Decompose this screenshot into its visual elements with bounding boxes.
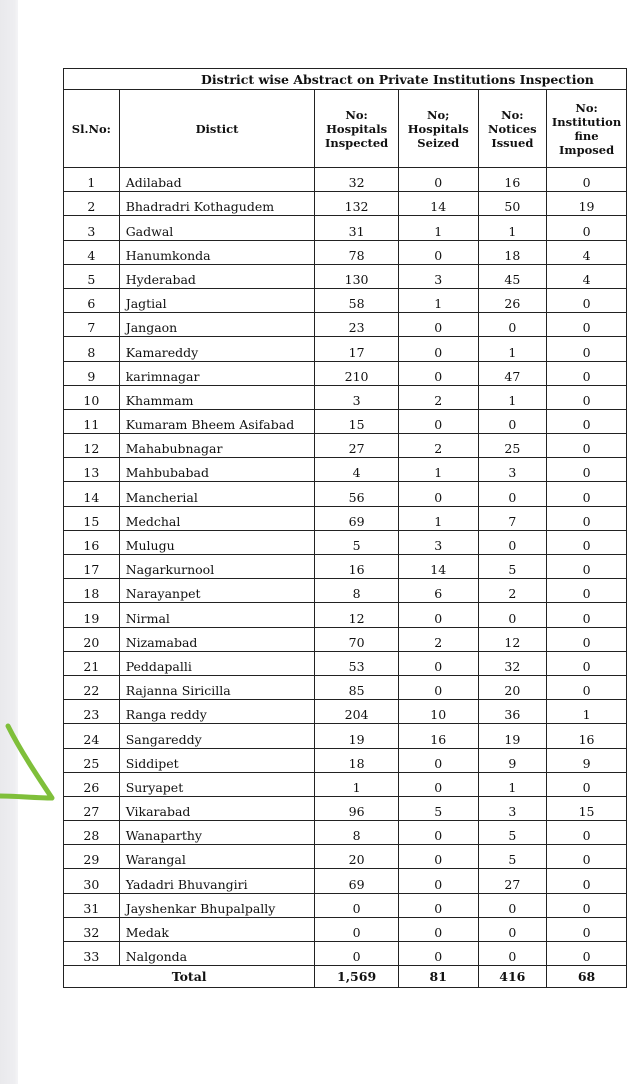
cell-notices-issued: 1: [478, 337, 547, 361]
cell-notices-issued: 0: [478, 313, 547, 337]
cell-hospitals-seized: 2: [398, 385, 478, 409]
cell-slno: 33: [64, 942, 120, 966]
cell-district: Jagtial: [119, 288, 315, 312]
cell-institution-fine: 0: [547, 772, 627, 796]
cell-institution-fine: 1: [547, 700, 627, 724]
cell-hospitals-seized: 0: [398, 313, 478, 337]
cell-hospitals-seized: 0: [398, 675, 478, 699]
header-hospitals-seized: No; Hospitals Seized: [398, 90, 478, 168]
cell-notices-issued: 19: [478, 724, 547, 748]
cell-district: Narayanpet: [119, 579, 315, 603]
cell-hospitals-seized: 0: [398, 409, 478, 433]
cell-notices-issued: 3: [478, 796, 547, 820]
cell-hospitals-seized: 1: [398, 458, 478, 482]
table-row: [64, 337, 627, 361]
table-row: [64, 748, 627, 772]
cell-hospitals-inspected: 130: [315, 264, 399, 288]
cell-slno: 15: [64, 506, 120, 530]
cell-slno: 30: [64, 869, 120, 893]
cell-district: Jayshenkar Bhupalpally: [119, 893, 315, 917]
cell-hospitals-seized: 2: [398, 434, 478, 458]
cell-hospitals-inspected: 0: [315, 917, 399, 941]
total-hospitals-seized: 81: [398, 966, 478, 988]
cell-institution-fine: 0: [547, 845, 627, 869]
cell-institution-fine: 0: [547, 288, 627, 312]
cell-district: karimnagar: [119, 361, 315, 385]
cell-institution-fine: 0: [547, 893, 627, 917]
cell-district: Suryapet: [119, 772, 315, 796]
table-row: [64, 506, 627, 530]
cell-district: Yadadri Bhuvangiri: [119, 869, 315, 893]
cell-notices-issued: 0: [478, 893, 547, 917]
cell-notices-issued: 0: [478, 603, 547, 627]
cell-institution-fine: 16: [547, 724, 627, 748]
cell-district: Peddapalli: [119, 651, 315, 675]
cell-hospitals-inspected: 12: [315, 603, 399, 627]
cell-hospitals-inspected: 210: [315, 361, 399, 385]
cell-slno: 6: [64, 288, 120, 312]
cell-hospitals-inspected: 17: [315, 337, 399, 361]
cell-slno: 9: [64, 361, 120, 385]
cell-slno: 12: [64, 434, 120, 458]
cell-hospitals-inspected: 0: [315, 942, 399, 966]
cell-slno: 5: [64, 264, 120, 288]
cell-district: Kamareddy: [119, 337, 315, 361]
table-row: [64, 434, 627, 458]
cell-slno: 11: [64, 409, 120, 433]
cell-institution-fine: 0: [547, 385, 627, 409]
table-row: [64, 700, 627, 724]
cell-slno: 2: [64, 192, 120, 216]
cell-notices-issued: 20: [478, 675, 547, 699]
cell-notices-issued: 1: [478, 216, 547, 240]
table-row: [64, 603, 627, 627]
cell-institution-fine: 0: [547, 409, 627, 433]
cell-slno: 3: [64, 216, 120, 240]
cell-slno: 26: [64, 772, 120, 796]
cell-hospitals-seized: 0: [398, 917, 478, 941]
cell-hospitals-seized: 5: [398, 796, 478, 820]
cell-notices-issued: 32: [478, 651, 547, 675]
cell-hospitals-seized: 10: [398, 700, 478, 724]
cell-notices-issued: 27: [478, 869, 547, 893]
table-row: [64, 675, 627, 699]
cell-notices-issued: 2: [478, 579, 547, 603]
cell-institution-fine: 0: [547, 482, 627, 506]
cell-notices-issued: 50: [478, 192, 547, 216]
cell-slno: 8: [64, 337, 120, 361]
table-body: [64, 168, 627, 966]
cell-institution-fine: 0: [547, 821, 627, 845]
total-institution-fine: 68: [547, 966, 627, 988]
cell-hospitals-seized: 0: [398, 821, 478, 845]
cell-district: Bhadradri Kothagudem: [119, 192, 315, 216]
cell-district: Mancherial: [119, 482, 315, 506]
cell-notices-issued: 5: [478, 845, 547, 869]
cell-hospitals-inspected: 19: [315, 724, 399, 748]
cell-institution-fine: 0: [547, 337, 627, 361]
cell-hospitals-inspected: 5: [315, 530, 399, 554]
cell-slno: 7: [64, 313, 120, 337]
cell-institution-fine: 0: [547, 627, 627, 651]
cell-district: Adilabad: [119, 168, 315, 192]
cell-slno: 4: [64, 240, 120, 264]
cell-hospitals-inspected: 4: [315, 458, 399, 482]
cell-notices-issued: 1: [478, 385, 547, 409]
cell-hospitals-seized: 0: [398, 361, 478, 385]
cell-hospitals-seized: 0: [398, 893, 478, 917]
cell-slno: 21: [64, 651, 120, 675]
cell-hospitals-inspected: 58: [315, 288, 399, 312]
cell-hospitals-seized: 0: [398, 772, 478, 796]
cell-hospitals-inspected: 32: [315, 168, 399, 192]
cell-district: Gadwal: [119, 216, 315, 240]
cell-hospitals-seized: 14: [398, 192, 478, 216]
cell-hospitals-inspected: 204: [315, 700, 399, 724]
cell-notices-issued: 45: [478, 264, 547, 288]
cell-notices-issued: 0: [478, 482, 547, 506]
cell-slno: 14: [64, 482, 120, 506]
cell-institution-fine: 9: [547, 748, 627, 772]
header-row: [64, 90, 627, 168]
cell-institution-fine: 0: [547, 651, 627, 675]
cell-slno: 23: [64, 700, 120, 724]
cell-district: Jangaon: [119, 313, 315, 337]
cell-district: Rajanna Siricilla: [119, 675, 315, 699]
cell-hospitals-seized: 0: [398, 942, 478, 966]
cell-institution-fine: 0: [547, 530, 627, 554]
cell-hospitals-inspected: 8: [315, 579, 399, 603]
table-row: [64, 192, 627, 216]
cell-institution-fine: 0: [547, 603, 627, 627]
cell-slno: 20: [64, 627, 120, 651]
cell-hospitals-inspected: 53: [315, 651, 399, 675]
table-row: [64, 216, 627, 240]
cell-slno: 18: [64, 579, 120, 603]
page-edge-strip: [0, 0, 18, 1084]
cell-hospitals-inspected: 8: [315, 821, 399, 845]
cell-hospitals-inspected: 23: [315, 313, 399, 337]
table-row: [64, 869, 627, 893]
table-row: [64, 409, 627, 433]
cell-hospitals-inspected: 69: [315, 506, 399, 530]
header-institution-fine: No: Institution fine Imposed: [547, 90, 627, 168]
cell-district: Mahabubnagar: [119, 434, 315, 458]
cell-slno: 10: [64, 385, 120, 409]
cell-hospitals-seized: 0: [398, 240, 478, 264]
cell-hospitals-inspected: 27: [315, 434, 399, 458]
table-row: [64, 651, 627, 675]
table-row: [64, 385, 627, 409]
cell-institution-fine: 19: [547, 192, 627, 216]
total-label: Total: [64, 966, 315, 988]
cell-institution-fine: 0: [547, 917, 627, 941]
cell-institution-fine: 0: [547, 168, 627, 192]
cell-hospitals-inspected: 15: [315, 409, 399, 433]
cell-district: Wanaparthy: [119, 821, 315, 845]
cell-institution-fine: 0: [547, 361, 627, 385]
cell-slno: 32: [64, 917, 120, 941]
table-row: [64, 724, 627, 748]
inspection-table: [63, 68, 627, 988]
cell-hospitals-seized: 0: [398, 482, 478, 506]
table-row: [64, 845, 627, 869]
cell-notices-issued: 3: [478, 458, 547, 482]
cell-hospitals-seized: 0: [398, 845, 478, 869]
table-row: [64, 313, 627, 337]
cell-slno: 22: [64, 675, 120, 699]
cell-notices-issued: 0: [478, 917, 547, 941]
cell-institution-fine: 0: [547, 216, 627, 240]
cell-slno: 24: [64, 724, 120, 748]
header-slno: Sl.No:: [64, 90, 120, 168]
cell-notices-issued: 12: [478, 627, 547, 651]
table-row: [64, 264, 627, 288]
cell-district: Nagarkurnool: [119, 555, 315, 579]
cell-notices-issued: 25: [478, 434, 547, 458]
cell-hospitals-seized: 0: [398, 603, 478, 627]
cell-hospitals-seized: 16: [398, 724, 478, 748]
cell-hospitals-inspected: 0: [315, 893, 399, 917]
table-container: [63, 68, 627, 988]
table-row: [64, 168, 627, 192]
cell-hospitals-seized: 1: [398, 216, 478, 240]
cell-hospitals-seized: 0: [398, 651, 478, 675]
cell-district: Nalgonda: [119, 942, 315, 966]
cell-institution-fine: 0: [547, 579, 627, 603]
cell-notices-issued: 0: [478, 530, 547, 554]
table-row: [64, 458, 627, 482]
cell-hospitals-seized: 3: [398, 264, 478, 288]
cell-hospitals-inspected: 96: [315, 796, 399, 820]
cell-institution-fine: 0: [547, 942, 627, 966]
cell-hospitals-seized: 2: [398, 627, 478, 651]
cell-slno: 27: [64, 796, 120, 820]
cell-slno: 25: [64, 748, 120, 772]
cell-hospitals-inspected: 3: [315, 385, 399, 409]
cell-hospitals-inspected: 16: [315, 555, 399, 579]
header-hospitals-inspected: No: Hospitals Inspected: [315, 90, 399, 168]
table-row: [64, 893, 627, 917]
cell-slno: 19: [64, 603, 120, 627]
cell-notices-issued: 18: [478, 240, 547, 264]
cell-hospitals-inspected: 69: [315, 869, 399, 893]
cell-district: Vikarabad: [119, 796, 315, 820]
table-title: District wise Abstract on Private Institutions Inspection: [64, 69, 627, 90]
cell-notices-issued: 47: [478, 361, 547, 385]
cell-district: Sangareddy: [119, 724, 315, 748]
cell-district: Kumaram Bheem Asifabad: [119, 409, 315, 433]
cell-district: Nirmal: [119, 603, 315, 627]
cell-notices-issued: 26: [478, 288, 547, 312]
cell-district: Medchal: [119, 506, 315, 530]
header-district: Distict: [119, 90, 315, 168]
cell-hospitals-seized: 6: [398, 579, 478, 603]
cell-district: Nizamabad: [119, 627, 315, 651]
cell-notices-issued: 0: [478, 942, 547, 966]
cell-hospitals-seized: 0: [398, 168, 478, 192]
cell-institution-fine: 4: [547, 264, 627, 288]
cell-district: Khammam: [119, 385, 315, 409]
cell-institution-fine: 15: [547, 796, 627, 820]
table-row: [64, 530, 627, 554]
cell-hospitals-seized: 1: [398, 288, 478, 312]
cell-hospitals-seized: 14: [398, 555, 478, 579]
cell-notices-issued: 7: [478, 506, 547, 530]
cell-notices-issued: 1: [478, 772, 547, 796]
cell-hospitals-inspected: 85: [315, 675, 399, 699]
cell-district: Medak: [119, 917, 315, 941]
cell-slno: 13: [64, 458, 120, 482]
total-row: [64, 966, 627, 988]
cell-institution-fine: 0: [547, 555, 627, 579]
cell-hospitals-inspected: 18: [315, 748, 399, 772]
cell-hospitals-seized: 0: [398, 869, 478, 893]
total-notices-issued: 416: [478, 966, 547, 988]
cell-hospitals-seized: 1: [398, 506, 478, 530]
cell-hospitals-seized: 0: [398, 748, 478, 772]
cell-slno: 29: [64, 845, 120, 869]
table-row: [64, 579, 627, 603]
table-row: [64, 361, 627, 385]
cell-district: Hyderabad: [119, 264, 315, 288]
cell-notices-issued: 36: [478, 700, 547, 724]
cell-district: Hanumkonda: [119, 240, 315, 264]
cell-notices-issued: 5: [478, 821, 547, 845]
total-hospitals-inspected: 1,569: [315, 966, 399, 988]
cell-district: Warangal: [119, 845, 315, 869]
cell-hospitals-inspected: 31: [315, 216, 399, 240]
cell-hospitals-inspected: 70: [315, 627, 399, 651]
cell-slno: 1: [64, 168, 120, 192]
cell-notices-issued: 9: [478, 748, 547, 772]
cell-slno: 17: [64, 555, 120, 579]
cell-institution-fine: 0: [547, 313, 627, 337]
table-row: [64, 240, 627, 264]
cell-slno: 16: [64, 530, 120, 554]
cell-institution-fine: 0: [547, 675, 627, 699]
table-row: [64, 482, 627, 506]
cell-notices-issued: 5: [478, 555, 547, 579]
cell-notices-issued: 16: [478, 168, 547, 192]
cell-hospitals-inspected: 20: [315, 845, 399, 869]
cell-notices-issued: 0: [478, 409, 547, 433]
cell-district: Mahbubabad: [119, 458, 315, 482]
cell-institution-fine: 4: [547, 240, 627, 264]
table-row: [64, 555, 627, 579]
green-check-arrow-mark: [0, 722, 62, 806]
table-row: [64, 942, 627, 966]
table-row: [64, 917, 627, 941]
cell-district: Ranga reddy: [119, 700, 315, 724]
cell-hospitals-inspected: 132: [315, 192, 399, 216]
cell-slno: 31: [64, 893, 120, 917]
cell-institution-fine: 0: [547, 458, 627, 482]
table-row: [64, 627, 627, 651]
table-row: [64, 772, 627, 796]
cell-slno: 28: [64, 821, 120, 845]
cell-hospitals-inspected: 1: [315, 772, 399, 796]
cell-hospitals-inspected: 56: [315, 482, 399, 506]
cell-institution-fine: 0: [547, 869, 627, 893]
table-row: [64, 796, 627, 820]
table-row: [64, 288, 627, 312]
cell-district: Siddipet: [119, 748, 315, 772]
cell-hospitals-seized: 0: [398, 337, 478, 361]
cell-hospitals-inspected: 78: [315, 240, 399, 264]
table-row: [64, 821, 627, 845]
cell-district: Mulugu: [119, 530, 315, 554]
cell-institution-fine: 0: [547, 434, 627, 458]
cell-institution-fine: 0: [547, 506, 627, 530]
cell-hospitals-seized: 3: [398, 530, 478, 554]
header-notices-issued: No: Notices Issued: [478, 90, 547, 168]
